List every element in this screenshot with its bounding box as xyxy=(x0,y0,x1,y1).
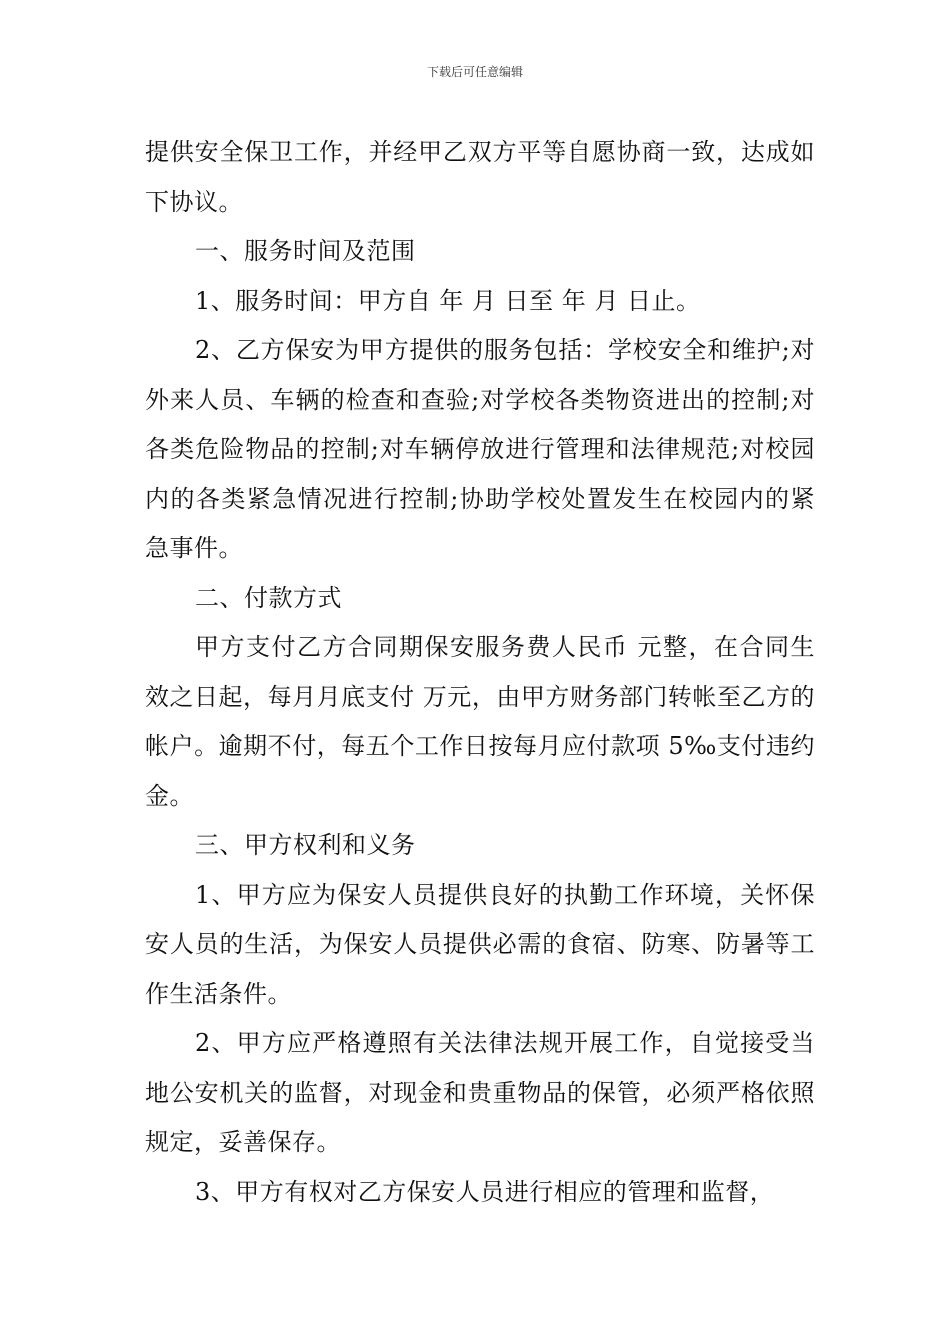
clause-party-a-duty-2: 2、甲方应严格遵照有关法律法规开展工作，自觉接受当地公安机关的监督，对现金和贵重物品的保管，必须严格依照规定，妥善保存。 xyxy=(145,1029,815,1156)
section-heading-payment: 二、付款方式 xyxy=(195,583,342,612)
clause-payment-terms: 甲方支付乙方合同期保安服务费人民币 元整，在合同生效之日起，每月月底支付 万元，由甲方财务部门转帐至乙方的帐户。逾期不付，每五个工作日按每月应付款项 5‰支付违约金。 xyxy=(145,633,815,810)
page-header-note: 下载后可任意编辑 xyxy=(426,65,523,79)
clause-party-a-duty-1: 1、甲方应为保安人员提供良好的执勤工作环境，关怀保安人员的生活，为保安人员提供必需的食宿、防寒、防暑等工作生活条件。 xyxy=(145,880,815,1008)
clause-service-contents: 2、乙方保安为甲方提供的服务包括：学校安全和维护;对外来人员、车辆的检查和查验;对学校各类物资进出的控制;对各类危险物品的控制;对车辆停放进行管理和法律规范;对校园内的各类紧急情况进行控制;协助学校处置发生在校园内的紧急事件。 xyxy=(145,336,815,562)
paragraph-intro-continuation: 提供安全保卫工作，并经甲乙双方平等自愿协商一致，达成如下协议。 xyxy=(145,138,815,216)
clause-service-time: 1、服务时间：甲方自 年 月 日至 年 月 日止。 xyxy=(195,286,701,315)
section-heading-party-a-rights: 三、甲方权利和义务 xyxy=(195,831,416,859)
clause-party-a-duty-3: 3、甲方有权对乙方保安人员进行相应的管理和监督， xyxy=(195,1177,775,1206)
section-heading-service-time-scope: 一、服务时间及范围 xyxy=(195,237,416,265)
document-body xyxy=(145,128,815,1217)
